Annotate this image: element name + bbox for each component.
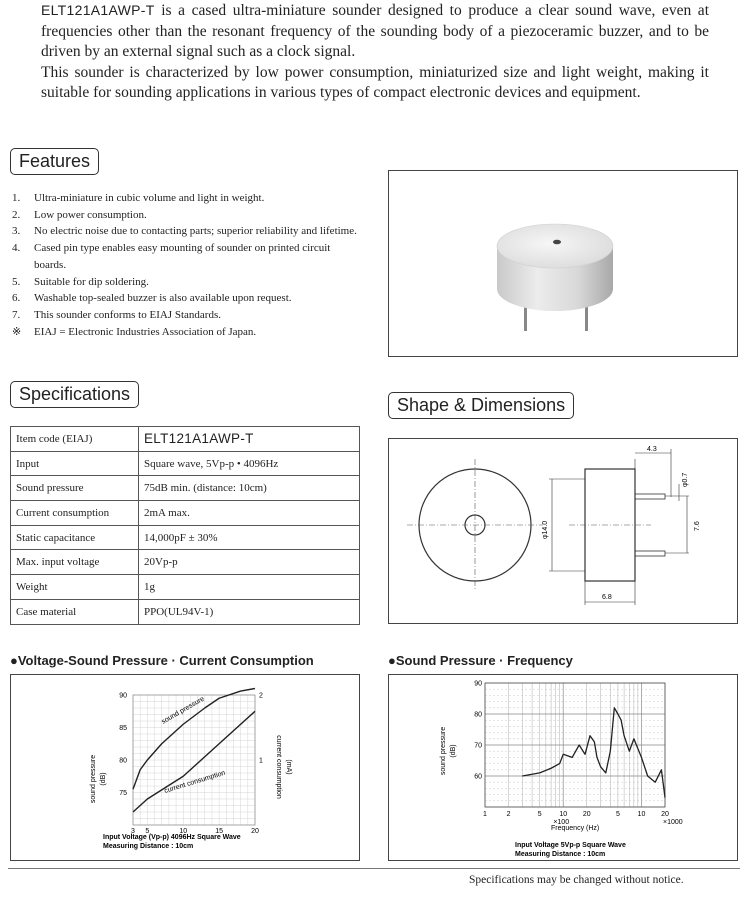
dimension-body-diameter: φ14.0 [542,520,549,539]
graph1-y2-axis-unit: (mA) [285,759,292,775]
dimension-drawing-frame [388,438,738,624]
x-tick-label: 20 [661,811,669,818]
feature-text: This sounder conforms to EIAJ Standards. [34,308,221,321]
y2-tick-label: 2 [259,692,263,700]
feature-number: 2. [12,208,21,221]
graph1-y-axis-label: sound pressure [90,754,97,804]
voltage-sound-pressure-chart [11,675,361,862]
x-tick-label: 10 [637,811,646,818]
y-tick-label: 90 [119,692,127,700]
feature-item [12,274,362,291]
buzzer-photo [389,171,739,358]
graph1-y2-axis-label: current consumption [275,735,282,799]
y-tick-label: 85 [119,725,127,732]
spec-key: Item code (EIAJ) [11,427,139,452]
shape-dimensions-title: Shape & Dimensions [388,392,574,419]
spec-key: Case material [11,599,139,624]
feature-item [12,207,362,224]
feature-number: 3. [12,225,21,238]
feature-item [12,324,362,341]
feature-text: EIAJ = Electronic Industries Association of Japan. [34,325,257,338]
dimension-body-height: 6.8 [602,594,612,601]
graph1-series-label-sound-pressure: sound pressure [160,695,206,726]
spec-value: 20Vp-p [139,550,360,575]
sound-pressure-frequency-chart [389,675,739,862]
feature-item [12,307,362,324]
graph2-y-axis-unit: (dB) [450,744,457,758]
x-tick-label: 5 [615,811,620,818]
specifications-title: Specifications [10,381,139,408]
y-tick-label: 80 [119,757,127,765]
spec-value: Square wave, 5Vp-p • 4096Hz [139,451,360,476]
feature-item [12,290,362,307]
table-row [11,451,360,476]
product-photo-frame [388,170,738,357]
feature-number: 6. [12,292,21,305]
dimension-pin-diameter: φ0.7 [682,472,689,487]
graph1-series-label-current-consumption: current consumption [163,769,227,795]
dimension-pin-pitch: 7.6 [694,521,701,531]
graph1-y-axis-unit: (dB) [100,772,107,786]
table-row [11,550,360,575]
spec-value: 75dB min. (distance: 10cm) [139,476,360,501]
spec-value: 14,000pF ± 30% [139,525,360,550]
spec-key: Static capacitance [11,525,139,550]
feature-text: Ultra-miniature in cubic volume and light in weight. [34,192,265,204]
x-tick-label: 20 [582,811,591,818]
table-row [11,575,360,600]
graph2-caption-1: Input Voltage 5Vp-p Square Wave [515,842,626,849]
table-row [11,599,360,624]
y-tick-label: 90 [474,680,482,688]
bottom-divider [8,868,740,869]
table-row [11,525,360,550]
graph1-caption-2: Measuring Distance : 10cm [103,843,194,850]
intro-product-code: ELT121A1AWP-T [41,2,155,18]
x-tick-label: 1 [483,811,487,818]
feature-item [12,240,362,273]
graph2-y-axis-label: sound pressure [440,726,447,776]
x-tick-label: 5 [537,811,542,818]
feature-item [12,223,362,240]
graph2-caption-2: Measuring Distance : 10cm [515,851,606,858]
y-tick-label: 75 [119,790,127,797]
x-tick-label: 5 [145,828,150,835]
feature-text: No electric noise due to contacting parts; superior reliability and lifetime. [34,225,357,238]
feature-number: ※ [12,325,22,338]
x-tick-label: 10 [179,828,188,835]
y-tick-label: 60 [474,773,482,781]
x-unit-label: ×1000 [663,819,683,826]
feature-text: Washable top-sealed buzzer is also available upon request. [34,292,292,305]
x-tick-label: 15 [215,828,224,835]
spec-value: ELT121A1AWP-T [139,427,360,452]
x-tick-label: 10 [559,811,568,818]
feature-number: 4. [12,242,21,255]
x-tick-label: 2 [506,811,511,818]
feature-number: 5. [12,275,21,288]
graph2-x-axis-label: Frequency (Hz) [551,825,600,832]
spec-key: Max. input voltage [11,550,139,575]
feature-text: Low power consumption. [34,208,147,221]
features-list [12,190,362,340]
intro-line-1 [41,0,709,63]
graph2-frame [388,674,738,861]
feature-item [12,190,362,207]
spec-key: Sound pressure [11,476,139,501]
notice-text: Specifications may be changed without notice. [469,874,684,886]
x-tick-label: 20 [251,828,259,835]
graph1-title: ●Voltage-Sound Pressure · Current Consumption [10,653,314,668]
table-row [11,427,360,452]
specifications-table [10,426,360,625]
table-row [11,476,360,501]
table-row [11,501,360,526]
features-title: Features [10,148,99,175]
intro-line-1-text: is a cased ultra-miniature sounder designed to produce a clear sound wave, even at frequencies other than the resonant frequency of the sounding body of a piezoceramic buzzer, and to be driven by an external signal such as a clock signal. [41,2,709,60]
spec-key: Input [11,451,139,476]
graph1-caption-1: Input Voltage (Vp-p) 4096Hz Square Wave [103,834,241,841]
intro-line-2: This sounder is characterized by low power consumption, miniaturized size and light weight, making it suitable for sounding applications in various types of compact electronic devices and equipment. [41,63,709,101]
series-line-sound-pressure [522,708,665,798]
spec-key: Weight [11,575,139,600]
graph1-frame [10,674,360,861]
feature-text: Suitable for dip soldering. [34,275,149,288]
x-tick-label: 3 [131,828,135,835]
dimension-drawing [389,439,739,625]
graph2-title: ●Sound Pressure · Frequency [388,653,573,668]
series-line-current-consumption [133,711,255,812]
y-tick-label: 70 [474,742,482,750]
intro-paragraph [41,0,709,104]
spec-value: PPO(UL94V-1) [139,599,360,624]
spec-value: 1g [139,575,360,600]
spec-value: 2mA max. [139,501,360,526]
feature-number: 7. [12,308,21,321]
y2-tick-label: 1 [259,757,263,765]
x-unit-label: ×100 [553,819,570,826]
dimension-pin-length: 4.3 [647,446,657,453]
spec-key: Current consumption [11,501,139,526]
y-tick-label: 80 [474,711,482,719]
feature-text: Cased pin type enables easy mounting of sounder on printed circuit boards. [34,242,331,271]
feature-number: 1. [12,192,21,204]
